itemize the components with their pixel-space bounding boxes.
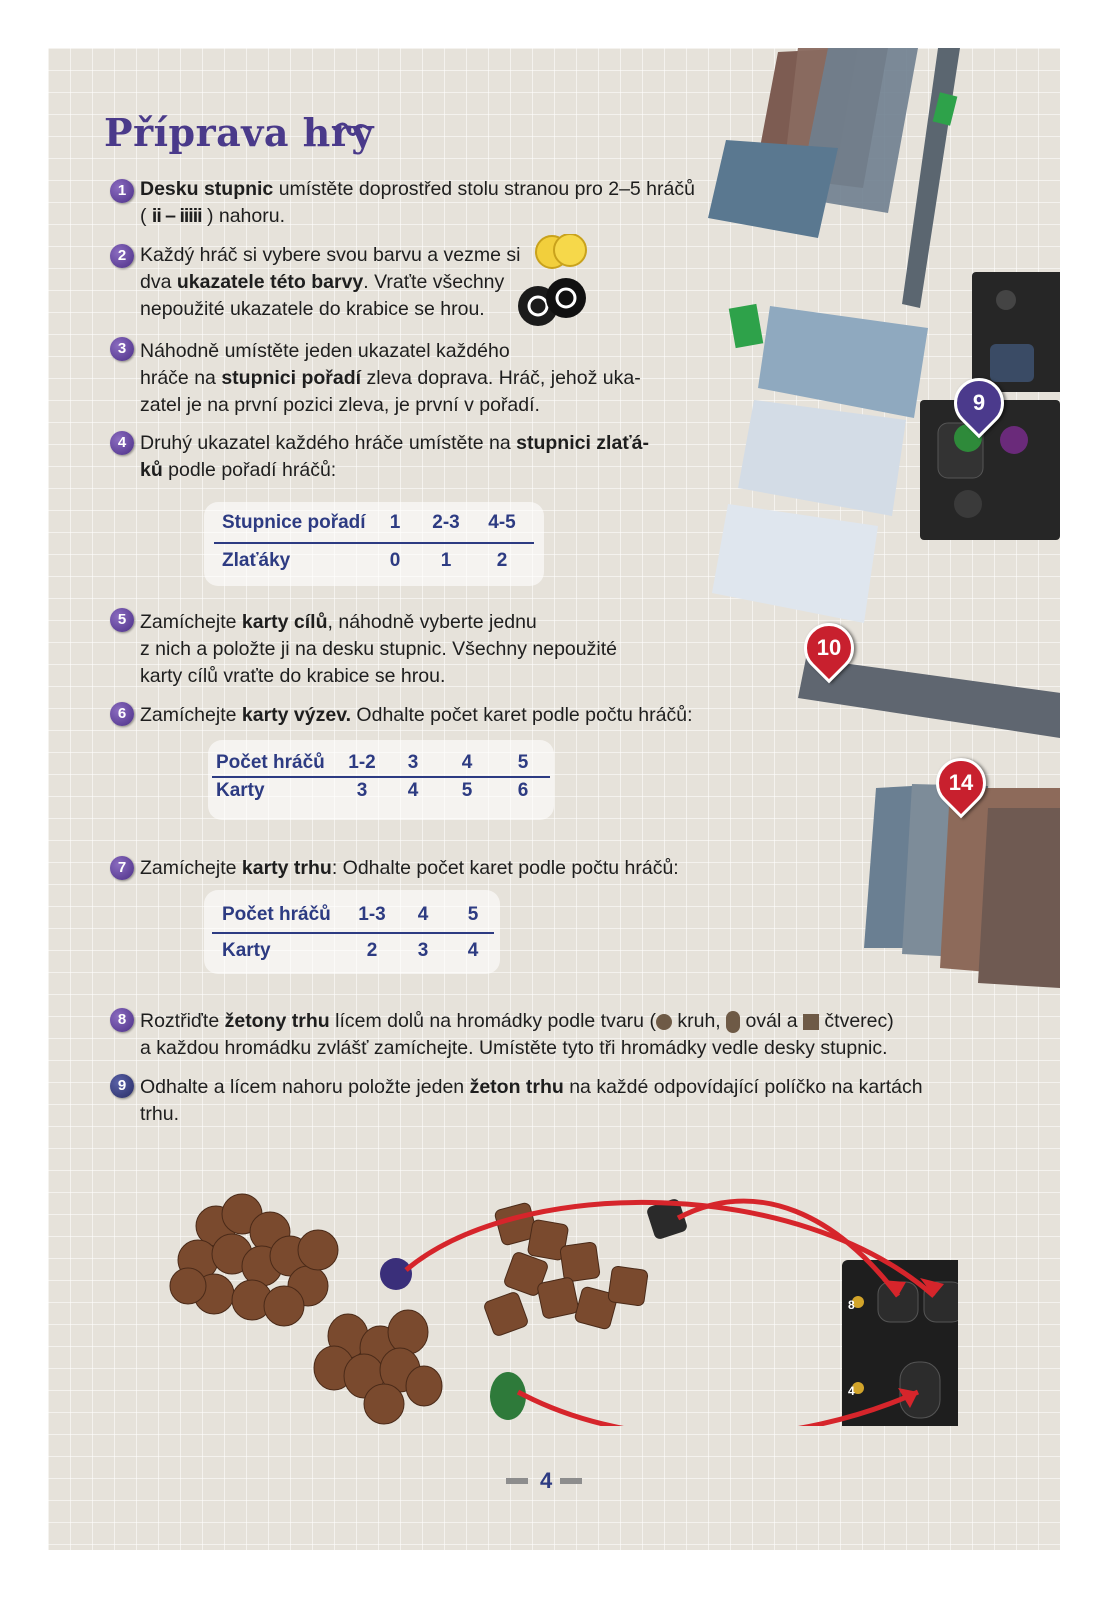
challenge-cards-table <box>208 740 554 820</box>
table1-header-col3: 4-5 <box>488 512 516 533</box>
step-3-l2a: hráče na <box>140 367 222 389</box>
player-count-icons: ii – iiiii <box>151 205 202 227</box>
step-3-l2c: zleva doprava. Hráč, jehož uka- <box>361 367 641 389</box>
step-8-l1c: lícem dolů na hromádky podle tvaru ( <box>329 1010 656 1032</box>
step-3-l1: Náhodně umístěte jeden ukazatel každého <box>140 340 510 362</box>
table3-header-col: 4 <box>417 904 429 925</box>
step-6-text <box>140 702 740 729</box>
step-2-l1: Každý hráč si vybere svou barvu a vezme si <box>140 244 521 266</box>
step-8-l1a: Roztřiďte <box>140 1010 225 1032</box>
step-3-text <box>140 338 680 419</box>
marker-10-label: 10 <box>816 635 842 660</box>
page-number: 4 <box>540 1468 553 1493</box>
table2-header-col: 5 <box>517 752 529 773</box>
step-5-l2: z nich a položte ji na desku stupnic. Všechny nepoužité <box>140 638 617 660</box>
table2-cell: 5 <box>461 780 473 801</box>
step-number-8: 8 <box>110 1008 134 1032</box>
step-4-text <box>140 430 680 484</box>
table2-header-col: 3 <box>407 752 419 773</box>
step-8-l1f: čtverec) <box>819 1010 894 1032</box>
step-5-l1b: karty cílů <box>241 611 328 633</box>
table2-cell: 4 <box>407 780 419 801</box>
marker-9-label: 9 <box>972 390 986 415</box>
step-8-l1b: žetony trhu <box>224 1010 330 1032</box>
table3-row-label: Karty <box>222 940 271 961</box>
step-7-l1a: Zamíchejte <box>140 857 242 879</box>
marker-14-label: 14 <box>948 770 974 795</box>
step-number-2: 2 <box>110 244 134 268</box>
order-gold-table <box>204 502 544 586</box>
step-6-l1b: karty výzev. <box>241 704 352 726</box>
step-2-l2c: . Vraťte všechny <box>363 271 505 293</box>
market-tokens-illustration <box>158 1156 958 1426</box>
step-7-text <box>140 855 740 882</box>
table3-cell: 2 <box>366 940 378 961</box>
step-number-9: 9 <box>110 1074 134 1098</box>
step-5-text <box>140 609 660 690</box>
step-2-l2b: ukazatele této barvy <box>176 271 364 293</box>
table3-divider <box>212 932 494 934</box>
step-4-l2a: ků <box>140 459 163 481</box>
step-5-l1a: Zamíchejte <box>140 611 242 633</box>
market-cards-table <box>204 890 500 974</box>
step-1-l2c: ) nahoru. <box>201 205 285 227</box>
page-title: Příprava hry <box>104 110 374 155</box>
table3-cell: 3 <box>417 940 429 961</box>
table1-cell: 1 <box>440 550 452 571</box>
step-3-l2b: stupnici pořadí <box>221 367 362 389</box>
step-1-bold: Desku stupnic <box>140 178 274 200</box>
player-markers-illustration <box>516 234 636 334</box>
swirl-ornament-icon <box>332 120 372 146</box>
step-3-l3: zatel je na první pozici zleva, je první v pořadí. <box>140 394 540 416</box>
table2-header-col: 4 <box>461 752 473 773</box>
table2-header-label: Počet hráčů <box>216 752 325 773</box>
rulebook-page <box>48 48 1060 1550</box>
table1-header-col1: 1 <box>389 512 401 533</box>
circle-shape-icon <box>656 1014 672 1030</box>
step-4-l1a: Druhý ukazatel každého hráče umístěte na <box>140 432 517 454</box>
step-number-4: 4 <box>110 431 134 455</box>
step-9-l1b: žeton trhu <box>469 1076 564 1098</box>
table3-cell: 4 <box>467 940 479 961</box>
step-9-l2: trhu. <box>140 1103 180 1125</box>
step-5-l3: karty cílů vraťte do krabice se hrou. <box>140 665 446 687</box>
table2-cell: 3 <box>356 780 368 801</box>
step-number-6: 6 <box>110 702 134 726</box>
table1-divider <box>214 542 534 544</box>
step-7-l1b: karty trhu <box>241 857 332 879</box>
step-8-l1d: kruh, <box>671 1010 727 1032</box>
step-2-l2a: dva <box>140 271 177 293</box>
step-9-text <box>140 1074 1000 1128</box>
step-8-l1e: ovál a <box>740 1010 803 1032</box>
step-9-l1c: na každé odpovídající políčko na kartách <box>563 1076 923 1098</box>
game-setup-illustration <box>688 48 1060 1048</box>
table1-row-label: Zlaťáky <box>222 550 291 571</box>
card-fan-top <box>708 48 918 238</box>
step-2-l3: nepoužité ukazatele do krabice se hrou. <box>140 298 485 320</box>
table2-cell: 6 <box>517 780 529 801</box>
market-cards <box>712 304 928 623</box>
table2-header-col: 1-2 <box>348 752 376 773</box>
step-number-3: 3 <box>110 337 134 361</box>
table3-header-col: 1-3 <box>358 904 386 925</box>
table1-header-label: Stupnice pořadí <box>222 512 366 533</box>
table3-header-label: Počet hráčů <box>222 904 331 925</box>
step-5-l1c: , náhodně vyberte jednu <box>327 611 537 633</box>
step-9-l1a: Odhalte a lícem nahoru položte jeden <box>140 1076 470 1098</box>
step-number-5: 5 <box>110 608 134 632</box>
step-1-rest: umístěte doprostřed stolu stranou pro 2–5 hráčů <box>273 178 695 200</box>
step-4-l2b: podle pořadí hráčů: <box>162 459 337 481</box>
step-4-l1b: stupnici zlaťá- <box>516 432 650 454</box>
step-1-text <box>140 176 730 230</box>
step-6-l1c: Odhalte počet karet podle počtu hráčů: <box>351 704 693 726</box>
table1-header-col2: 2-3 <box>432 512 460 533</box>
step-number-1: 1 <box>110 179 134 203</box>
page-number-ornament-left <box>506 1478 528 1484</box>
step-8-l2: a každou hromádku zvlášť zamíchejte. Umístěte tyto tři hromádky vedle desky stupnic. <box>140 1037 888 1059</box>
slot-number-bottom: 4 <box>848 1384 855 1398</box>
page-number-ornament-right <box>560 1478 582 1484</box>
table1-cell: 0 <box>389 550 401 571</box>
table3-header-col: 5 <box>467 904 479 925</box>
table1-cell: 2 <box>496 550 508 571</box>
table2-divider <box>212 776 550 778</box>
step-6-l1a: Zamíchejte <box>140 704 242 726</box>
table2-row-label: Karty <box>216 780 265 801</box>
step-7-l1c: : Odhalte počet karet podle počtu hráčů: <box>331 857 679 879</box>
slot-number-top: 8 <box>848 1298 855 1312</box>
step-number-7: 7 <box>110 856 134 880</box>
step-1-l2a: ( <box>140 205 152 227</box>
